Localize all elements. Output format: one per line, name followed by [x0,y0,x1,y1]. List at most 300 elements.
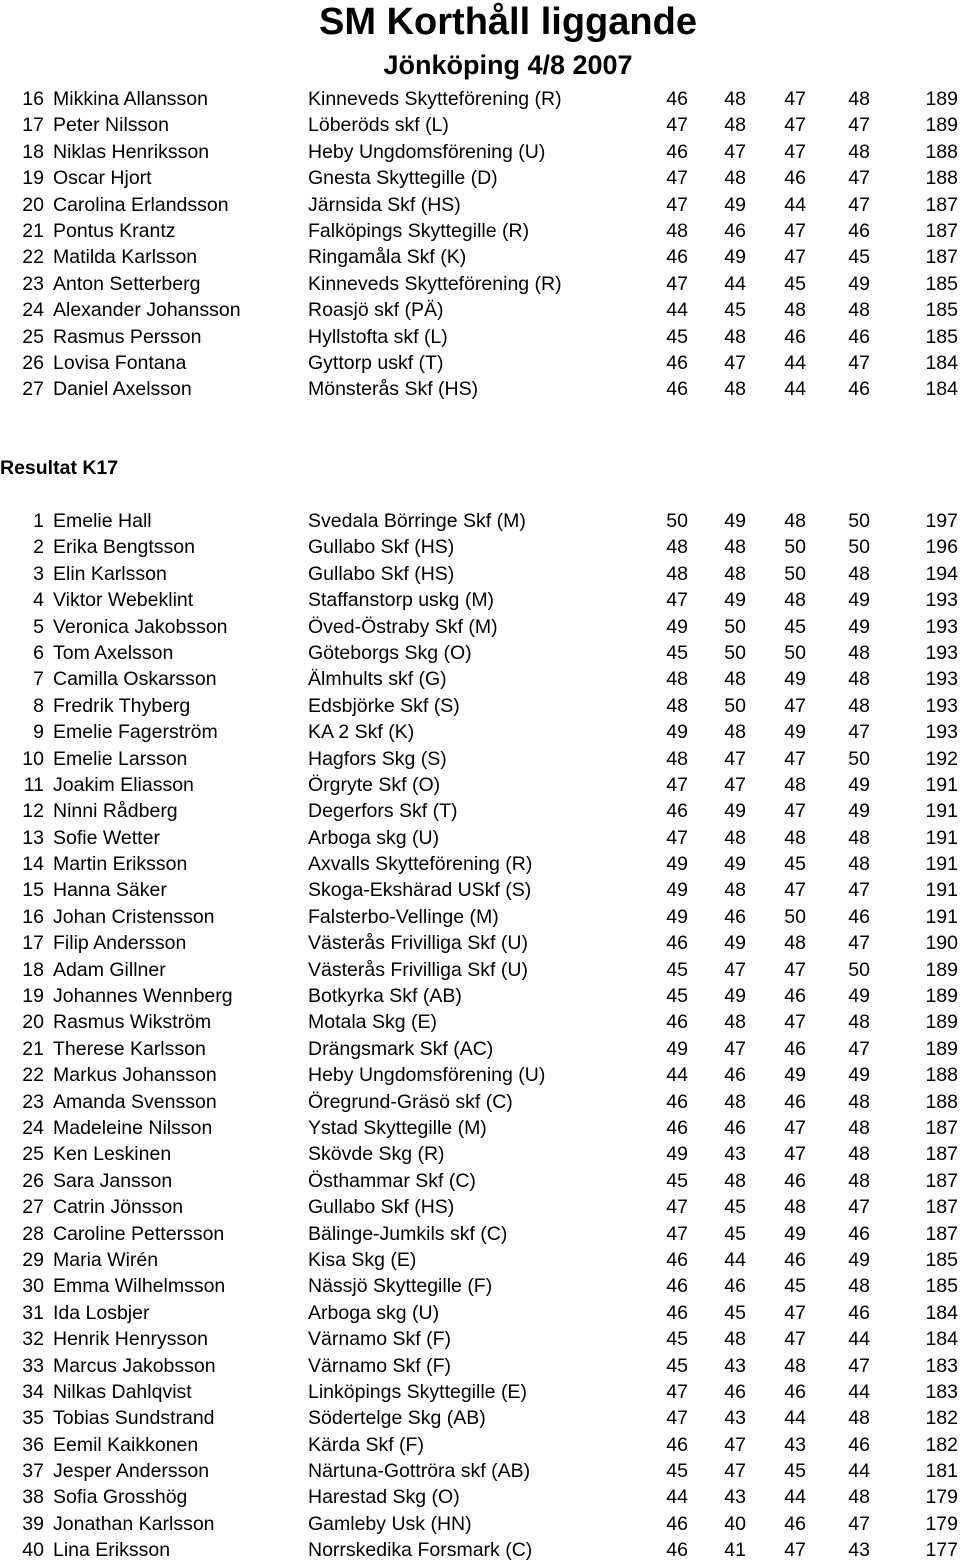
name-cell: Peter Nilsson [53,114,169,137]
table-row [0,1036,960,1062]
total-cell: 192 [925,747,958,770]
series-3-cell: 47 [784,140,806,163]
series-1-cell: 47 [666,773,688,796]
table-row [0,746,960,772]
series-1-cell: 45 [666,958,688,981]
table-row [0,1379,960,1405]
series-1-cell: 45 [666,325,688,348]
total-cell: 185 [925,1248,958,1271]
rank-cell: 6 [33,641,44,664]
series-3-cell: 47 [784,747,806,770]
total-cell: 187 [925,1116,958,1139]
rank-cell: 22 [22,246,44,269]
table-row [0,614,960,640]
club-cell: Staffanstorp uskg (M) [308,589,495,612]
total-cell: 187 [925,1222,958,1245]
table-row [0,640,960,666]
series-1-cell: 46 [666,246,688,269]
name-cell: Marcus Jakobsson [53,1354,216,1377]
name-cell: Elin Karlsson [53,562,167,585]
name-cell: Anton Setterberg [53,272,201,295]
name-cell: Emelie Fagerström [53,721,218,744]
total-cell: 185 [925,325,958,348]
series-1-cell: 46 [666,1301,688,1324]
rank-cell: 38 [22,1486,44,1509]
table-row [0,86,960,112]
name-cell: Markus Johansson [53,1064,217,1087]
total-cell: 187 [925,1169,958,1192]
total-cell: 196 [925,536,958,559]
series-1-cell: 45 [666,1354,688,1377]
rank-cell: 19 [22,167,44,190]
series-3-cell: 47 [784,879,806,902]
table-row [0,1511,960,1537]
rank-cell: 30 [22,1275,44,1298]
name-cell: Johannes Wennberg [53,985,233,1008]
club-cell: Gullabo Skf (HS) [308,1196,455,1219]
rank-cell: 36 [22,1433,44,1456]
table-row [0,772,960,798]
total-cell: 187 [925,1196,958,1219]
name-cell: Sara Jansson [53,1169,173,1192]
series-3-cell: 49 [784,668,806,691]
series-1-cell: 49 [666,905,688,928]
series-2-cell: 49 [724,932,746,955]
club-cell: Drängsmark Skf (AC) [308,1037,494,1060]
rank-cell: 26 [22,351,44,374]
series-4-cell: 47 [848,879,870,902]
table-row [0,983,960,1009]
table-row [0,1009,960,1035]
series-2-cell: 49 [724,853,746,876]
series-4-cell: 50 [848,510,870,532]
total-cell: 183 [925,1354,958,1377]
results-table-k17 [0,508,960,1564]
series-4-cell: 50 [848,958,870,981]
total-cell: 179 [925,1512,958,1535]
series-3-cell: 50 [784,641,806,664]
name-cell: Veronica Jakobsson [53,615,228,638]
series-3-cell: 48 [784,589,806,612]
name-cell: Camilla Oskarsson [53,668,217,691]
name-cell: Tom Axelsson [53,641,174,664]
series-4-cell: 44 [848,1328,870,1351]
series-4-cell: 48 [848,1486,870,1509]
series-2-cell: 48 [724,536,746,559]
club-cell: Falsterbo-Vellinge (M) [308,905,499,928]
name-cell: Mikkina Allansson [53,88,208,110]
series-2-cell: 43 [724,1143,746,1166]
series-4-cell: 48 [848,826,870,849]
series-1-cell: 46 [666,932,688,955]
table-row [0,1141,960,1167]
total-cell: 185 [925,1275,958,1298]
name-cell: Carolina Erlandsson [53,193,229,216]
name-cell: Ida Losbjer [53,1301,150,1324]
series-4-cell: 47 [848,1196,870,1219]
rank-cell: 37 [22,1460,44,1483]
table-row [0,350,960,376]
series-1-cell: 47 [666,1380,688,1403]
name-cell: Lina Eriksson [53,1539,171,1562]
name-cell: Erika Bengtsson [53,536,195,559]
series-3-cell: 47 [784,1539,806,1562]
total-cell: 184 [925,1328,958,1351]
name-cell: Niklas Henriksson [53,140,210,163]
rank-cell: 7 [33,668,44,691]
series-3-cell: 47 [784,1116,806,1139]
series-4-cell: 46 [848,905,870,928]
table-row [0,1405,960,1431]
total-cell: 188 [925,140,958,163]
series-4-cell: 46 [848,1301,870,1324]
series-3-cell: 47 [784,1301,806,1324]
series-1-cell: 46 [666,378,688,401]
series-2-cell: 48 [724,721,746,744]
page-title: SM Korthåll liggande [319,1,697,43]
series-3-cell: 48 [784,1196,806,1219]
rank-cell: 12 [22,800,44,823]
club-cell: Arboga skg (U) [308,826,440,849]
series-3-cell: 46 [784,1512,806,1535]
series-2-cell: 47 [724,1433,746,1456]
table-row [0,1432,960,1458]
rank-cell: 33 [22,1354,44,1377]
series-1-cell: 47 [666,272,688,295]
club-cell: Skövde Skg (R) [308,1143,445,1166]
total-cell: 193 [925,641,958,664]
series-4-cell: 43 [848,1539,870,1562]
rank-cell: 40 [22,1539,44,1562]
series-2-cell: 43 [724,1407,746,1430]
club-cell: Ringamåla Skf (K) [308,246,467,269]
club-cell: Gullabo Skf (HS) [308,536,455,559]
total-cell: 184 [925,351,958,374]
total-cell: 188 [925,1064,958,1087]
series-2-cell: 45 [724,299,746,322]
series-4-cell: 49 [848,272,870,295]
total-cell: 185 [925,272,958,295]
table-row [0,112,960,138]
section-heading-k17: Resultat K17 [0,457,119,479]
series-1-cell: 46 [666,800,688,823]
series-1-cell: 47 [666,114,688,137]
total-cell: 191 [925,826,958,849]
series-1-cell: 45 [666,1169,688,1192]
series-1-cell: 46 [666,1090,688,1113]
series-2-cell: 50 [724,615,746,638]
series-4-cell: 48 [848,88,870,110]
table-row [0,244,960,270]
rank-cell: 2 [33,536,44,559]
series-2-cell: 41 [724,1539,746,1562]
series-4-cell: 48 [848,1407,870,1430]
series-2-cell: 48 [724,114,746,137]
series-3-cell: 47 [784,1328,806,1351]
series-2-cell: 48 [724,167,746,190]
club-cell: Gnesta Skyttegille (D) [308,167,498,190]
series-2-cell: 48 [724,1011,746,1034]
club-cell: Göteborgs Skg (O) [308,641,472,664]
rank-cell: 11 [23,773,44,796]
series-2-cell: 44 [724,272,746,295]
total-cell: 191 [925,773,958,796]
series-4-cell: 49 [848,1064,870,1087]
table-row [0,1247,960,1273]
total-cell: 187 [925,246,958,269]
rank-cell: 17 [22,114,44,137]
series-2-cell: 45 [724,1222,746,1245]
series-1-cell: 47 [666,167,688,190]
series-4-cell: 46 [848,1222,870,1245]
series-4-cell: 47 [848,167,870,190]
rank-cell: 16 [22,905,44,928]
series-1-cell: 46 [666,351,688,374]
series-1-cell: 46 [666,1433,688,1456]
series-3-cell: 49 [784,1222,806,1245]
rank-cell: 32 [22,1328,44,1351]
series-2-cell: 49 [724,800,746,823]
series-2-cell: 47 [724,351,746,374]
club-cell: Heby Ungdomsförening (U) [308,140,546,163]
series-4-cell: 47 [848,193,870,216]
total-cell: 189 [925,88,958,110]
total-cell: 193 [925,668,958,691]
series-4-cell: 48 [848,1275,870,1298]
series-1-cell: 46 [666,1248,688,1271]
series-2-cell: 48 [724,562,746,585]
total-cell: 191 [925,879,958,902]
table-row [0,534,960,560]
rank-cell: 35 [22,1407,44,1430]
table-row [0,719,960,745]
club-cell: Ystad Skyttegille (M) [308,1116,487,1139]
series-4-cell: 48 [848,1169,870,1192]
series-2-cell: 48 [724,1090,746,1113]
table-row [0,324,960,350]
series-1-cell: 47 [666,589,688,612]
club-cell: Mönsterås Skf (HS) [308,378,479,401]
series-2-cell: 46 [724,219,746,242]
series-2-cell: 49 [724,589,746,612]
series-3-cell: 45 [784,615,806,638]
name-cell: Therese Karlsson [53,1037,206,1060]
rank-cell: 8 [33,694,44,717]
series-3-cell: 50 [784,562,806,585]
series-3-cell: 47 [784,246,806,269]
series-4-cell: 48 [848,1143,870,1166]
total-cell: 191 [925,905,958,928]
series-1-cell: 44 [666,1486,688,1509]
rank-cell: 24 [22,1116,44,1139]
series-3-cell: 46 [784,1090,806,1113]
series-1-cell: 47 [666,1222,688,1245]
rank-cell: 39 [22,1512,44,1535]
club-cell: Örgryte Skf (O) [308,773,441,796]
table-row [0,798,960,824]
name-cell: Caroline Pettersson [53,1222,225,1245]
total-cell: 189 [925,114,958,137]
total-cell: 197 [925,510,958,532]
rank-cell: 34 [22,1380,44,1403]
club-cell: Järnsida Skf (HS) [308,193,461,216]
table-row [0,693,960,719]
table-row [0,851,960,877]
name-cell: Emelie Hall [53,510,152,532]
club-cell: Gyttorp uskf (T) [308,351,444,374]
series-3-cell: 45 [784,853,806,876]
series-2-cell: 46 [724,905,746,928]
total-cell: 188 [925,1090,958,1113]
total-cell: 179 [925,1486,958,1509]
name-cell: Henrik Henrysson [53,1328,208,1351]
club-cell: Värnamo Skf (F) [308,1328,452,1351]
name-cell: Rasmus Persson [53,325,202,348]
series-3-cell: 48 [784,1354,806,1377]
club-cell: Gullabo Skf (HS) [308,562,455,585]
club-cell: Älmhults skf (G) [308,668,447,691]
rank-cell: 3 [33,562,44,585]
club-cell: Hagfors Skg (S) [308,747,447,770]
table-row [0,376,960,402]
series-1-cell: 48 [666,668,688,691]
table-row [0,139,960,165]
series-2-cell: 47 [724,140,746,163]
series-2-cell: 46 [724,1116,746,1139]
series-1-cell: 48 [666,747,688,770]
club-cell: Närtuna-Gottröra skf (AB) [308,1460,531,1483]
rank-cell: 23 [22,272,44,295]
total-cell: 184 [925,1301,958,1324]
series-4-cell: 49 [848,985,870,1008]
series-3-cell: 45 [784,1275,806,1298]
table-row [0,904,960,930]
series-4-cell: 48 [848,641,870,664]
total-cell: 193 [925,721,958,744]
name-cell: Filip Andersson [53,932,187,955]
series-4-cell: 49 [848,800,870,823]
name-cell: Eemil Kaikkonen [53,1433,199,1456]
series-4-cell: 49 [848,1248,870,1271]
table-row [0,192,960,218]
total-cell: 182 [925,1407,958,1430]
series-3-cell: 48 [784,773,806,796]
series-4-cell: 47 [848,932,870,955]
series-1-cell: 45 [666,641,688,664]
total-cell: 181 [925,1460,958,1483]
series-1-cell: 48 [666,694,688,717]
series-1-cell: 48 [666,536,688,559]
series-2-cell: 47 [724,958,746,981]
club-cell: Norrskedika Forsmark (C) [308,1539,533,1562]
rank-cell: 28 [22,1222,44,1245]
club-cell: Öregrund-Gräsö skf (C) [308,1090,513,1113]
table-row [0,508,960,534]
club-cell: Västerås Frivilliga Skf (U) [308,958,528,981]
name-cell: Viktor Webeklint [53,589,194,612]
table-row [0,1194,960,1220]
club-cell: Löberöds skf (L) [308,114,449,137]
name-cell: Rasmus Wikström [53,1011,212,1034]
name-cell: Jesper Andersson [53,1460,210,1483]
series-4-cell: 49 [848,773,870,796]
series-1-cell: 49 [666,1143,688,1166]
series-4-cell: 49 [848,589,870,612]
table-row [0,1115,960,1141]
series-2-cell: 47 [724,1460,746,1483]
table-row [0,666,960,692]
series-1-cell: 45 [666,985,688,1008]
series-3-cell: 48 [784,510,806,532]
name-cell: Ninni Rådberg [53,800,178,823]
name-cell: Adam Gillner [53,958,166,981]
series-4-cell: 45 [848,246,870,269]
series-2-cell: 47 [724,747,746,770]
series-3-cell: 47 [784,958,806,981]
table-row [0,877,960,903]
name-cell: Amanda Svensson [53,1090,217,1113]
table-row [0,1273,960,1299]
series-3-cell: 43 [784,1433,806,1456]
total-cell: 189 [925,958,958,981]
table-row [0,1300,960,1326]
club-cell: Västerås Frivilliga Skf (U) [308,932,528,955]
name-cell: Lovisa Fontana [53,351,187,374]
series-1-cell: 49 [666,1037,688,1060]
table-row [0,297,960,323]
name-cell: Sofie Wetter [53,826,160,849]
rank-cell: 20 [22,1011,44,1034]
series-3-cell: 48 [784,932,806,955]
name-cell: Johan Cristensson [53,905,215,928]
club-cell: Skoga-Ekshärad USkf (S) [308,879,532,902]
table-row [0,1537,960,1563]
name-cell: Catrin Jönsson [53,1196,184,1219]
rank-cell: 21 [22,1037,44,1060]
total-cell: 193 [925,615,958,638]
series-2-cell: 48 [724,1328,746,1351]
name-cell: Fredrik Thyberg [53,694,191,717]
series-3-cell: 47 [784,694,806,717]
table-row [0,930,960,956]
series-1-cell: 46 [666,1116,688,1139]
series-4-cell: 48 [848,140,870,163]
series-1-cell: 44 [666,299,688,322]
name-cell: Ken Leskinen [53,1143,172,1166]
table-row [0,1089,960,1115]
series-3-cell: 46 [784,325,806,348]
table-row [0,271,960,297]
series-3-cell: 44 [784,1486,806,1509]
club-cell: Heby Ungdomsförening (U) [308,1064,546,1087]
series-1-cell: 47 [666,1407,688,1430]
rank-cell: 13 [22,826,44,849]
name-cell: Matilda Karlsson [53,246,198,269]
table-row [0,1221,960,1247]
club-cell: KA 2 Skf (K) [308,721,415,744]
series-4-cell: 48 [848,299,870,322]
series-1-cell: 49 [666,721,688,744]
series-1-cell: 48 [666,562,688,585]
rank-cell: 1 [33,510,44,532]
series-3-cell: 50 [784,536,806,559]
series-4-cell: 46 [848,1433,870,1456]
table-row [0,1458,960,1484]
club-cell: Södertelge Skg (AB) [308,1407,486,1430]
series-2-cell: 49 [724,985,746,1008]
series-4-cell: 48 [848,694,870,717]
series-3-cell: 44 [784,378,806,401]
